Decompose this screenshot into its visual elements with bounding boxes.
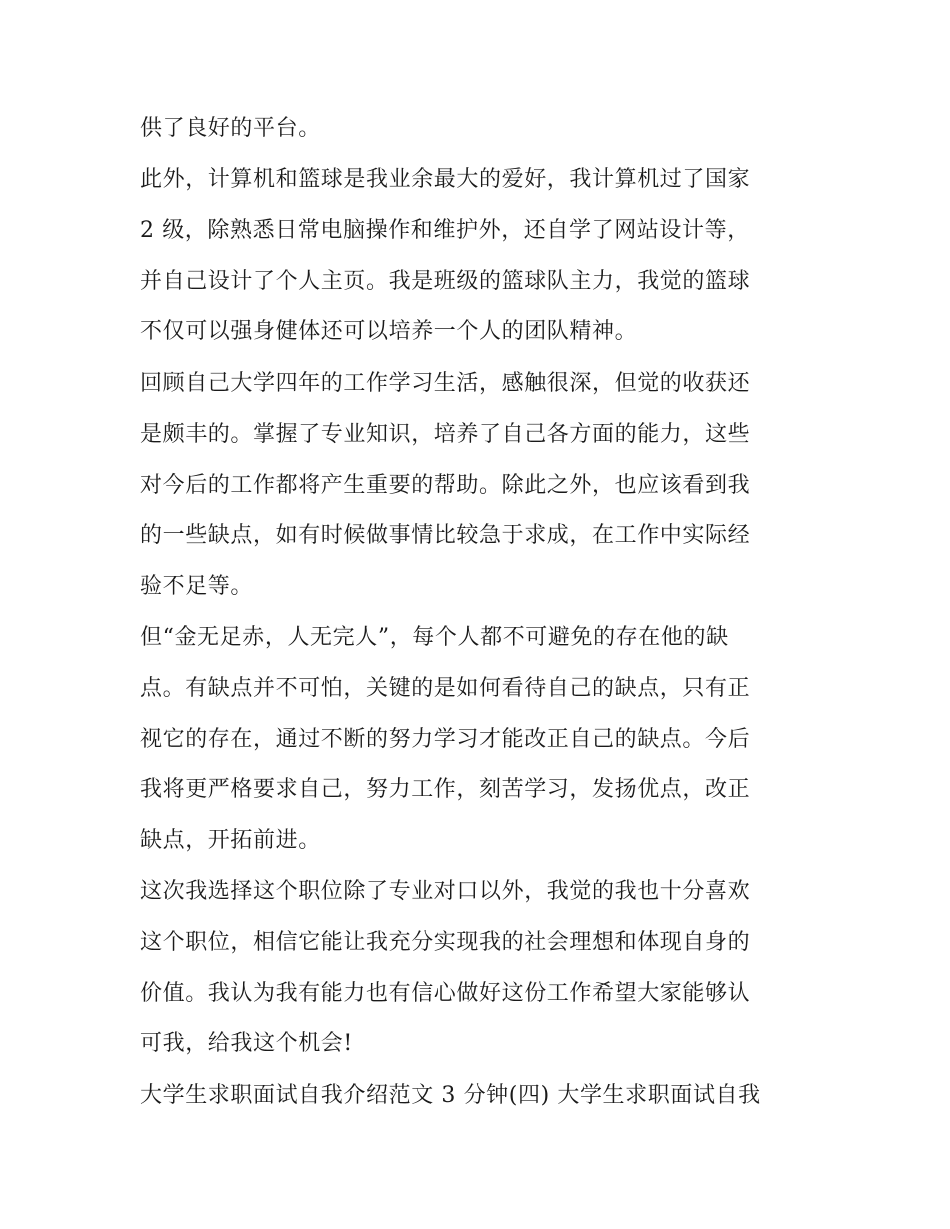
text-line: 大学生求职面试自我介绍范文 3 分钟(四) 大学生求职面试自我 <box>140 1083 761 1108</box>
text-line: 价值。我认为我有能力也有信心做好这份工作希望大家能够认 <box>140 981 751 1006</box>
text-line: 2 级，除熟悉日常电脑操作和维护外，还自学了网站设计等， <box>140 218 750 243</box>
text-line: 回顾自己大学四年的工作学习生活，感触很深，但觉的收获还 <box>140 371 751 396</box>
text-line: 缺点，开拓前进。 <box>140 828 321 853</box>
text-line: 可我，给我这个机会! <box>140 1031 353 1056</box>
text-line: 的一些缺点，如有时候做事情比较急于求成，在工作中实际经 <box>140 523 751 548</box>
text-line: 我将更严格要求自己，努力工作，刻苦学习，发扬优点，改正 <box>140 777 751 802</box>
text-line: 供了良好的平台。 <box>140 116 321 141</box>
text-line: 是颇丰的。掌握了专业知识，培养了自己各方面的能力，这些 <box>140 422 751 447</box>
text-line: 点。有缺点并不可怕，关键的是如何看待自己的缺点，只有正 <box>140 676 751 701</box>
text-line: 不仅可以强身健体还可以培养一个人的团队精神。 <box>140 319 638 344</box>
text-line: 并自己设计了个人主页。我是班级的篮球队主力，我觉的篮球 <box>140 269 751 294</box>
text-line: 这个职位，相信它能让我充分实现我的社会理想和体现自身的 <box>140 930 751 955</box>
text-line: 视它的存在，通过不断的努力学习才能改正自己的缺点。今后 <box>140 727 751 752</box>
text-line: 但“金无足赤，人无完人”，每个人都不可避免的存在他的缺 <box>140 625 729 650</box>
text-line: 这次我选择这个职位除了专业对口以外，我觉的我也十分喜欢 <box>140 879 751 904</box>
text-line: 对今后的工作都将产生重要的帮助。除此之外，也应该看到我 <box>140 473 751 498</box>
text-line: 验不足等。 <box>140 574 254 599</box>
text-line: 此外，计算机和篮球是我业余最大的爱好，我计算机过了国家 <box>140 167 751 192</box>
